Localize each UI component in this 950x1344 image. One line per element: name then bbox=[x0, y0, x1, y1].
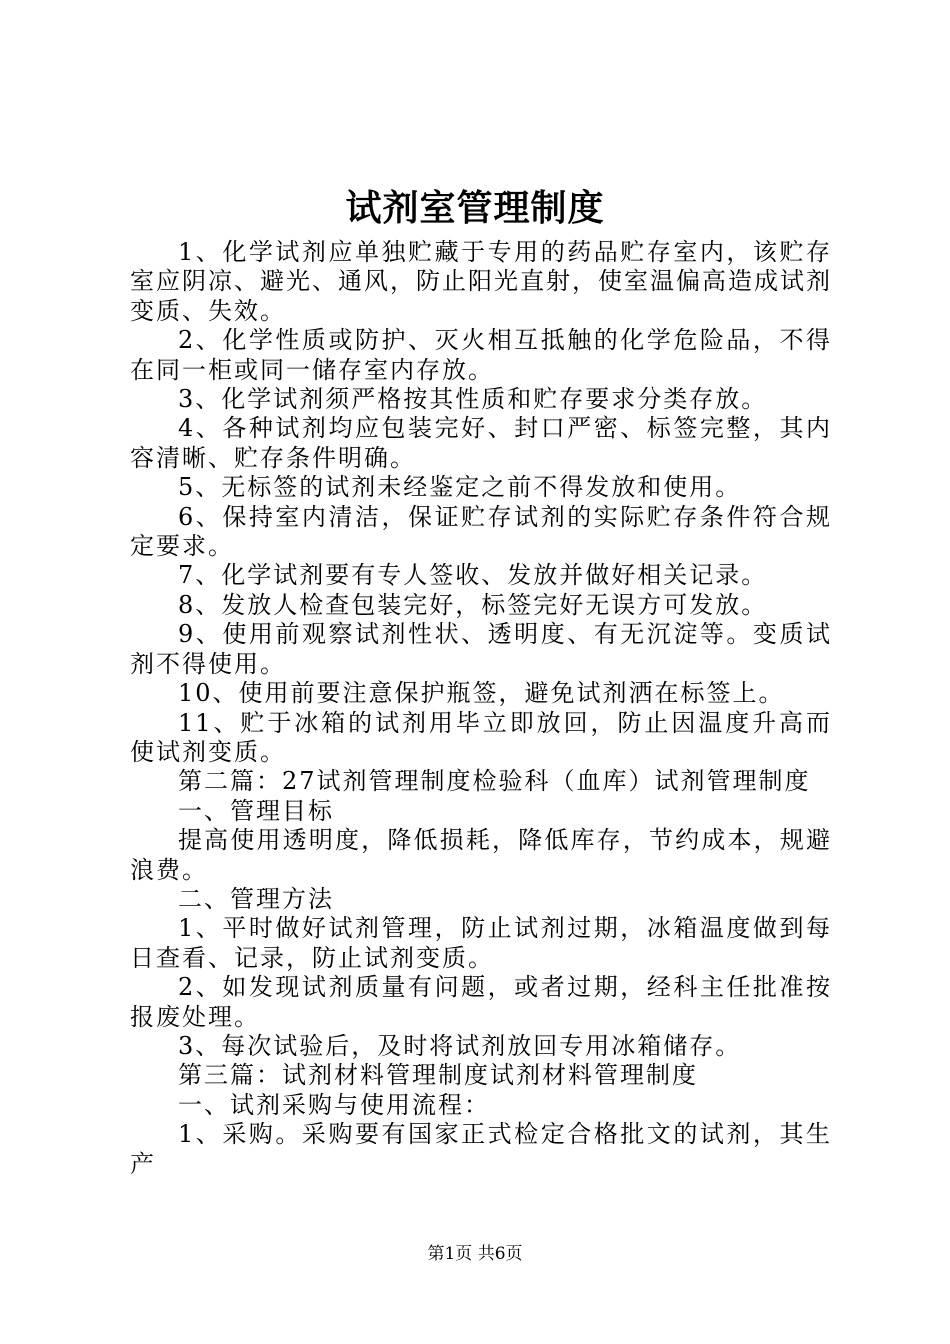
document-body bbox=[130, 238, 832, 1179]
paragraph: 4、各种试剂均应包装完好、封口严密、标签完整，其内容清晰、贮存条件明确。 bbox=[130, 414, 832, 472]
paragraph: 6、保持室内清洁，保证贮存试剂的实际贮存条件符合规定要求。 bbox=[130, 502, 832, 561]
paragraph: 7、化学试剂要有专人签收、发放并做好相关记录。 bbox=[178, 561, 768, 590]
paragraph: 1、化学试剂应单独贮藏于专用的药品贮存室内，该贮存室应阴凉、避光、通风，防止阳光直射，使室温偏高造成试剂变质、失效。 bbox=[130, 238, 832, 325]
sub-heading: 一、试剂采购与使用流程： bbox=[178, 1090, 490, 1119]
page-title: 试剂室管理制度 bbox=[345, 187, 605, 229]
section-heading: 第二篇：27试剂管理制度检验科（血库）试剂管理制度 bbox=[178, 767, 811, 796]
page-footer: 第1页 共6页 bbox=[427, 1244, 523, 1264]
sub-heading: 一、管理目标 bbox=[178, 796, 334, 825]
paragraph: 9、使用前观察试剂性状、透明度、有无沉淀等。变质试剂不得使用。 bbox=[130, 620, 832, 678]
paragraph: 3、化学试剂须严格按其性质和贮存要求分类存放。 bbox=[178, 385, 768, 414]
sub-heading: 二、管理方法 bbox=[178, 884, 334, 913]
paragraph: 提高使用透明度，降低损耗，降低库存，节约成本，规避浪费。 bbox=[130, 826, 832, 884]
paragraph: 8、发放人检查包装完好，标签完好无误方可发放。 bbox=[178, 590, 768, 619]
paragraph: 5、无标签的试剂未经鉴定之前不得发放和使用。 bbox=[178, 473, 742, 502]
paragraph: 2、如发现试剂质量有问题，或者过期，经科主任批准按报废处理。 bbox=[130, 973, 832, 1031]
paragraph: 2、化学性质或防护、灭火相互抵触的化学危险品，不得在同一柜或同一储存室内存放。 bbox=[130, 326, 832, 384]
paragraph: 10、使用前要注意保护瓶签，避免试剂洒在标签上。 bbox=[178, 679, 785, 708]
section-heading: 第三篇：试剂材料管理制度试剂材料管理制度 bbox=[178, 1061, 698, 1090]
paragraph: 11、贮于冰箱的试剂用毕立即放回，防止因温度升高而使试剂变质。 bbox=[130, 708, 832, 766]
paragraph: 1、采购。采购要有国家正式检定合格批文的试剂，其生产 bbox=[130, 1120, 832, 1178]
paragraph: 3、每次试验后，及时将试剂放回专用冰箱储存。 bbox=[178, 1031, 742, 1060]
paragraph: 1、平时做好试剂管理，防止试剂过期，冰箱温度做到每日查看、记录，防止试剂变质。 bbox=[130, 914, 832, 972]
